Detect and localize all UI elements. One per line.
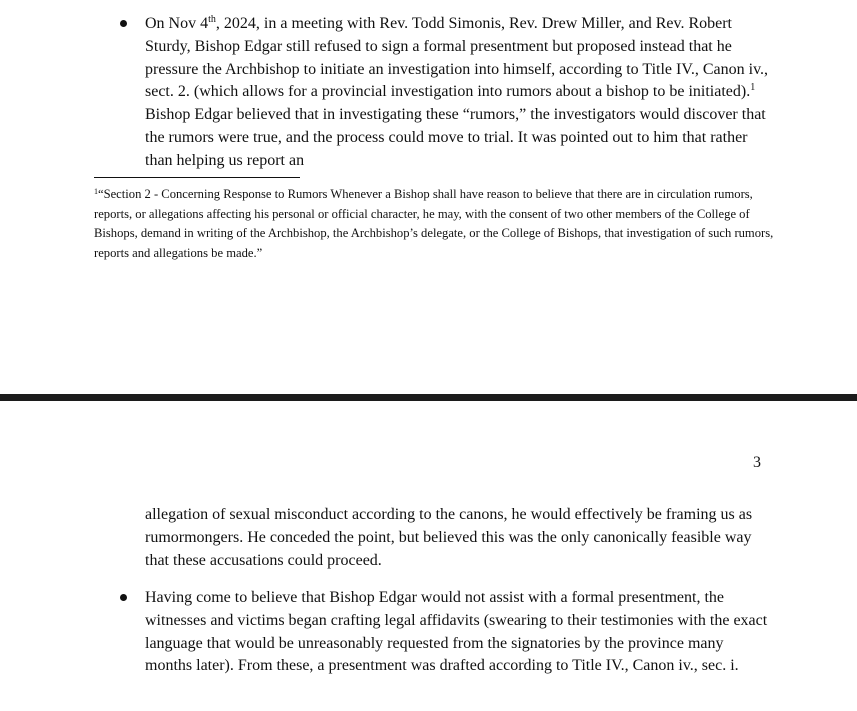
bullet-icon xyxy=(120,20,127,27)
list-item-text xyxy=(145,13,770,173)
list-item xyxy=(145,587,770,678)
footnote xyxy=(94,185,774,263)
footnote-separator xyxy=(94,177,300,178)
footnote-reference[interactable]: 1 xyxy=(750,82,756,94)
page-number: 3 xyxy=(753,454,761,471)
item-text-middle: , 2024, in a meeting with Rev. Todd Simonis, Rev. Drew Miller, and Rev. Robert Sturdy, Bishop Edgar still refused to sign a formal presentment but proposed instead that he pressure the Archbishop to initiate an investigation into himself, according to Title IV., Canon iv., sect. 2. (which allows for a provincial investigation into rumors about a bishop to be initiated). xyxy=(145,15,769,101)
page-break-divider xyxy=(0,394,857,401)
bullet-icon xyxy=(120,594,127,601)
ordinal-suffix: th xyxy=(208,14,216,25)
list-item xyxy=(145,13,770,173)
item-text-start: On Nov 4 xyxy=(145,15,209,32)
list-item-text: Having come to believe that Bishop Edgar would not assist with a formal presentment, the witnesses and victims began crafting legal affidavits (swearing to their testimonies with the exact language that would be unreasonably requested from the signatories by the province many months later). From these, a presentment was drafted according to Title IV., Canon iv., sec. i. xyxy=(145,589,768,675)
footnote-text: “Section 2 - Concerning Response to Rumors Whenever a Bishop shall have reason to believe that there are in circulation rumors, reports, or allegations affecting his personal or official character, he may, with the consent of two other members of the College of Bishops, demand in writing of the Archbishop, the Archbishop’s delegate, or the College of Bishops, that investigation of such rumors, reports and allegations be made.” xyxy=(94,187,774,260)
item-text-end: Bishop Edgar believed that in investigating these “rumors,” the investigators would discover that the rumors were true, and the process could move to trial. It was pointed out to him that rather than helping us report an xyxy=(145,106,766,169)
continued-paragraph: allegation of sexual misconduct according to the canons, he would effectively be framing us as rumormongers. He conceded the point, but believed this was the only canonically feasible way that these accusations could proceed. xyxy=(145,506,753,569)
footnote-number: 1 xyxy=(94,187,98,196)
